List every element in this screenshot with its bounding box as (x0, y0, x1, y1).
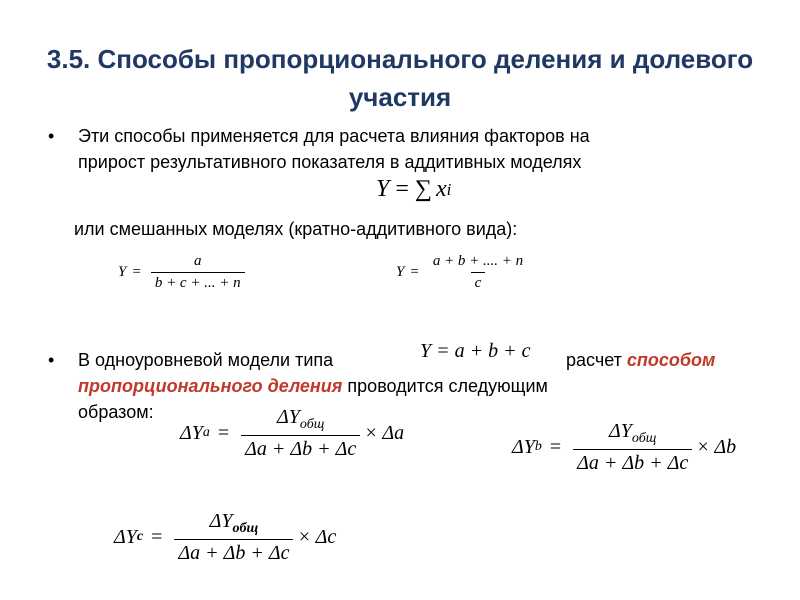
formula-mixed-1-eq: = (132, 264, 141, 280)
formula-a-num-main: ΔY (277, 406, 300, 428)
formula-a-num-sub: общ (299, 416, 325, 432)
formula-model (420, 340, 531, 363)
formula-mixed-1-num: a (193, 253, 202, 269)
formula-b-mult: × Δb (696, 435, 737, 458)
formula-a-sub: a (202, 425, 210, 441)
formula-a-num (273, 406, 328, 435)
formula-delta-yb (512, 420, 736, 475)
formula-b-lhs: ΔY (512, 435, 535, 458)
formula-c-num (206, 510, 263, 539)
formula-sum-lhs: Y (376, 176, 390, 202)
formula-b-den: Δa + Δb + Δc (573, 449, 692, 475)
formula-a-mult: × Δa (364, 421, 405, 444)
bullet1-line1: Эти способы применяется для расчета влияния факторов на (78, 126, 590, 146)
formula-mixed-2-den: c (471, 272, 486, 292)
formula-c-num-sub: общ (232, 520, 259, 536)
bullet2-highlight-2: пропорционального деления (78, 376, 343, 396)
bullet2-prefix: В одноуровневой модели типа (78, 350, 334, 370)
formula-delta-yc (114, 510, 336, 565)
formula-sum (376, 176, 451, 203)
formula-mixed-2-fraction (429, 253, 527, 292)
formula-sum-sigma: ∑ (414, 176, 433, 202)
formula-c-den: Δa + Δb + Δc (174, 539, 293, 565)
bullet2-line2 (78, 373, 548, 399)
formula-a-den: Δa + Δb + Δc (241, 435, 360, 461)
formula-c-eq: = (151, 525, 163, 548)
formula-mixed-1 (118, 253, 249, 292)
formula-mixed-2-num: a + b + .... + n (432, 253, 524, 269)
formula-c-lhs: ΔY (114, 525, 137, 548)
formula-model-text: Y = a + b + c (420, 340, 531, 362)
formula-a-lhs: ΔY (180, 421, 203, 444)
formula-sum-sub: i (446, 179, 452, 199)
formula-a-eq: = (217, 421, 230, 444)
formula-mixed-2-eq: = (410, 264, 419, 280)
formula-sum-eq: = (395, 176, 409, 202)
formula-c-num-main: ΔY (209, 510, 233, 532)
formula-b-sub: b (534, 439, 542, 455)
formula-mixed-2-lhs: Y (396, 264, 405, 280)
formula-c-sub: c (136, 529, 144, 545)
bullet2-rest: проводится следующим (347, 376, 548, 396)
bullet-dot: • (48, 126, 55, 146)
formula-b-num-main: ΔY (609, 420, 632, 442)
bullet1-text (78, 123, 778, 175)
formula-a-fraction (241, 406, 360, 461)
formula-mixed-1-den: b + c + ... + n (151, 272, 245, 292)
formula-b-fraction (573, 420, 692, 475)
bullet2-line3: образом: (78, 402, 154, 422)
bullet2-after: расчет (566, 350, 622, 370)
bullet2-highlight-1: способом (626, 350, 716, 370)
formula-b-eq: = (549, 435, 562, 458)
formula-b-num-sub: общ (631, 430, 657, 446)
formula-sum-var: x (436, 176, 447, 202)
slide-title: 3.5. Способы пропорционального деления и долевого участия (46, 44, 754, 112)
mixed-models-text: или смешанных моделях (кратно-аддитивного вида): (74, 219, 518, 239)
formula-mixed-1-fraction (151, 253, 245, 292)
formula-mixed-1-lhs: Y (118, 264, 127, 280)
formula-b-num (605, 420, 660, 449)
bullet-dot: • (48, 350, 55, 370)
formula-mixed-2 (396, 253, 531, 292)
formula-delta-ya (180, 406, 404, 461)
bullet2-after-line1 (566, 347, 715, 373)
formula-c-fraction (174, 510, 293, 565)
bullet1-line2: прирост результативного показателя в аддитивных моделях (78, 152, 582, 172)
formula-c-mult: × Δc (297, 525, 337, 548)
